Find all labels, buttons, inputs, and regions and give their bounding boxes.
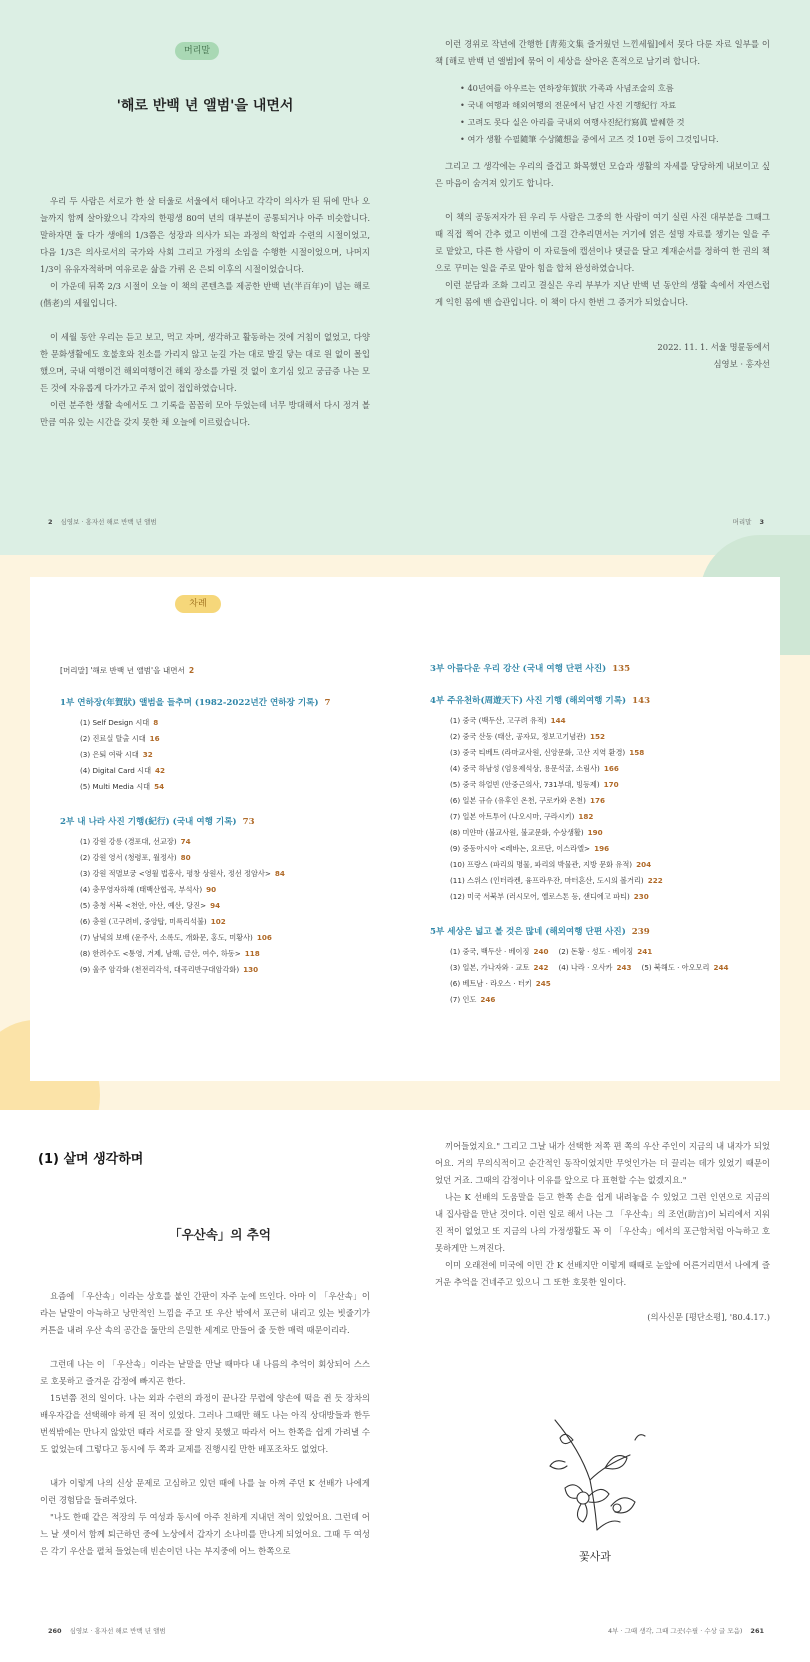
preface-right-paragraphs <box>435 158 770 311</box>
toc-entry-label: (5) 중국 하얼빈 (안중근의사, 731부대, 빙등제) <box>450 780 600 789</box>
toc-entry-label: (3) 일본, 가나자와 · 교토 <box>450 963 530 972</box>
body-paragraph: 이 세월 동안 우리는 듣고 보고, 먹고 자며, 생각하고 활동하는 것에 거침이 없었고, 다양한 문화생활에도 호불호와 친소를 가리지 않고 눈길 가는 대로 발길 닿는 대로 원 없이 몰입했으며, 국내 여행이건 해외여행이건 해외 장소를 가릴 것 없이 호기심 있고 궁금증 나는 모든 것에 자유롭게 다가가고 주저 없이 접입하였습니다. <box>40 332 370 393</box>
toc-entry-label: (6) 충원 (고구려비, 중앙탑, 미륵리석불) <box>80 917 207 926</box>
toc-entry-label: (4) Digital Card 시대 <box>80 766 152 775</box>
toc-entry-page: 246 <box>480 995 496 1004</box>
toc-entry-page: 243 <box>616 963 632 972</box>
toc-entry-label: (10) 프랑스 (파리의 명물, 파리의 박물관, 지방 문화 유적) <box>450 860 633 869</box>
toc-item[interactable] <box>60 914 430 930</box>
toc-entry-label: (5) Multi Media 시대 <box>80 782 151 791</box>
preface-right-column <box>435 36 770 373</box>
toc-right-column <box>430 634 770 1008</box>
toc-item[interactable] <box>60 779 430 795</box>
page-number: 3 <box>759 518 764 526</box>
sketch-caption: 꽃사과 <box>579 1550 611 1563</box>
body-paragraph: "나도 한때 같은 적장의 두 여성과 동시에 아주 친하게 지내던 적이 있었어요. 그런데 어느 날 셋이서 함께 퇴근하던 중에 노상에서 갑자기 소나비를 만나게 되었어요. 그때 두 여성은 각기 우산을 펼쳐 들었는데 빈손이던 나는 부지중에 어느 한쪽으로 <box>40 1512 370 1556</box>
toc-entry-label: (7) 일본 아트투어 (나오시마, 구라시키) <box>450 812 575 821</box>
footer-right <box>733 517 772 526</box>
toc-entry-page: 190 <box>587 828 603 837</box>
body-paragraph: 요즘에 「우산속」이라는 상호를 붙인 간판이 자주 눈에 뜨인다. 아마 이 「우산속」이라는 낱말이 아늑하고 낭만적인 느낌을 주고 또 우산 밖에서 포근히 내리고 있는 빗줄기가 커튼을 내려 우산 속의 공간을 둘만의 은밀한 세계로 만들어 줄 듯한 매력 때문이리라. <box>40 1291 370 1335</box>
toc-entry-page: 42 <box>155 766 166 775</box>
toc-item[interactable] <box>430 889 770 905</box>
footer-left <box>40 1626 166 1635</box>
toc-entry-label: (2) 중국 산동 (태산, 공자묘, 정보고기념관) <box>450 732 586 741</box>
toc-item[interactable] <box>60 747 430 763</box>
page-number: 260 <box>48 1627 62 1635</box>
toc-entry-page: 242 <box>533 963 549 972</box>
bullet-item: • 고려도 못다 실은 아리를 국내외 여행사진紀行寫眞 발췌한 것 <box>460 114 770 131</box>
toc-entry-label: (2) 진료실 탈출 시대 <box>80 734 146 743</box>
toc-entry-label: (3) 강원 적멸보궁 <영월 법흥사, 평창 상원사, 정선 정암사> <box>80 869 271 878</box>
toc-entry-page: 32 <box>142 750 153 759</box>
toc-entry-page: 230 <box>633 892 649 901</box>
toc-part-heading[interactable] <box>430 694 770 706</box>
toc-entry-label: (4) 충무영자하해 (태백산협곡, 부석사) <box>80 885 203 894</box>
body-paragraph: 이 책의 공동저자가 된 우리 두 사람은 그중의 한 사람이 여기 실린 사진 대부분을 그때그때 직접 찍어 간추 렸고 이번에 그걸 간추리면서는 거기에 얽은 설명 자료를 챙기는 일을 주로 맡았고, 다른 한 사람이 이 자료들에 캡션이나 댓글을 달고 계재순서를 정하여 한 권의 책으로 꾸미는 일을 주로 맡아 힘을 합쳐 완성하였습니다. <box>435 212 770 273</box>
toc-item[interactable] <box>60 882 430 898</box>
toc-item-row <box>430 992 770 1008</box>
toc-entry-page: 158 <box>629 748 645 757</box>
page-number: 261 <box>750 1627 764 1635</box>
toc-entry-page: 118 <box>244 949 260 958</box>
toc-entry-page: 7 <box>324 698 331 708</box>
toc-item[interactable] <box>60 834 430 850</box>
toc-item[interactable] <box>430 873 770 889</box>
toc-entry-label: (8) 미얀마 (불교사원, 불교문화, 수상생활) <box>450 828 584 837</box>
toc-item[interactable] <box>430 793 770 809</box>
body-paragraph: 그런데 나는 이 「우산속」이라는 낱말을 만날 때마다 내 나름의 추억이 회상되어 스스로 호못하고 즐겨운 감정에 빠지곤 한다. <box>40 1359 370 1386</box>
toc-item[interactable] <box>430 761 770 777</box>
toc-entry-label: (5) 충청 서북 <천안, 아산, 예산, 당진> <box>80 901 207 910</box>
toc-entry-page: 8 <box>153 718 159 727</box>
toc-entry-page: 84 <box>274 869 285 878</box>
footer-left <box>40 517 157 526</box>
toc-item-row <box>430 944 770 960</box>
toc-left-parts <box>60 696 430 978</box>
toc-entry-label: (7) 남녘의 보배 (운주사, 소록도, 개화문, 홍도, 미황사) <box>80 933 253 942</box>
toc-entry-label: (1) 중국, 백두산 · 베이징 <box>450 947 530 956</box>
page-number: 2 <box>48 518 53 526</box>
toc-entry-page: 2 <box>188 666 195 675</box>
toc-entry-label: 4부 주유천하(周遊天下) 사진 기행 (해외여행 기록) <box>430 696 627 706</box>
toc-entry-page: 240 <box>533 947 549 956</box>
flower-sketch-illustration <box>535 1410 655 1570</box>
preface-title: '해로 반백 년 앨범'을 내면서 <box>116 98 294 114</box>
toc-item[interactable] <box>450 960 548 976</box>
essay-left-column <box>40 1288 370 1560</box>
toc-entry-page: 176 <box>589 796 605 805</box>
body-paragraph: 내가 이렇게 나의 신상 문제로 고심하고 있던 때에 나를 늘 아껴 주던 K 선배가 나에게 이런 경험담을 들려주었다. <box>40 1478 370 1505</box>
toc-item[interactable] <box>60 930 430 946</box>
toc-entry-page: 74 <box>180 837 191 846</box>
toc-item[interactable] <box>430 745 770 761</box>
toc-item[interactable] <box>430 841 770 857</box>
toc-item[interactable] <box>642 960 729 976</box>
toc-item[interactable] <box>60 962 430 978</box>
bullet-item: • 국내 여행과 해외여행의 전문에서 남긴 사진 기행紀行 자료 <box>460 97 770 114</box>
toc-item[interactable] <box>60 850 430 866</box>
toc-entry-page: 54 <box>154 782 165 791</box>
toc-item[interactable] <box>60 715 430 731</box>
footer-section-title: 4부 · 그때 생각, 그때 그곳(수필 · 수상 글 모음) <box>607 1627 743 1635</box>
toc-entry-page: 102 <box>210 917 226 926</box>
footer-book-title: 심영보 · 홍자선 해로 반백 년 앨범 <box>69 1627 166 1635</box>
toc-entry-page: 143 <box>632 696 651 706</box>
footer-right <box>608 1626 772 1635</box>
toc-entry-page: 152 <box>589 732 605 741</box>
toc-item[interactable] <box>60 731 430 747</box>
toc-entry-label: 1부 연하장(年賀狀) 앨범을 들추며 (1982-2022년간 연하장 기록) <box>60 698 319 708</box>
body-paragraph: 나는 K 선배의 도움말을 듣고 한쪽 손을 쉽게 내려놓을 수 있었고 그런 인연으로 지금의 내 집사람을 만난 것이다. 이런 일로 해서 나는 그 「우산속」의 조언(助言)이 뇌리에서 지워진 적이 없었고 또 지금의 나의 가정생활도 꼭 이 「우산속」에서의 포근함처럼 아늑하고 호못하게만 느껴진다. <box>435 1192 770 1253</box>
section-pill: 머리말 <box>175 42 219 60</box>
body-paragraph: 이미 오래전에 미국에 이민 간 K 선배지만 이렇게 때때로 눈앞에 어른거리면서 나에게 즐거운 추억을 건네주고 있으니 그 또한 호못한 일이다. <box>435 1260 770 1287</box>
preface-date: 2022. 11. 1. 서울 명륜동에서 <box>657 342 770 352</box>
toc-entry-page: 245 <box>535 979 551 988</box>
toc-entry-label: (9) 중동아시아 <레바논, 요르단, 이스라엘> <box>450 844 591 853</box>
preface-bullet-list <box>460 80 770 148</box>
toc-entry-page: 166 <box>603 764 619 773</box>
toc-entry-page: 222 <box>647 876 663 885</box>
essay-right-paragraphs <box>435 1138 770 1291</box>
toc-entry-page: 170 <box>603 780 619 789</box>
body-paragraph: 15년쯤 전의 일이다. 나는 외과 수련의 과정이 끝나갈 무렵에 양손에 떡을 쥔 듯 장차의 배우자감을 선택해야 하게 된 적이 있었다. 그러나 그때만 해도 나는 아직 상대방들과 한두 번씩밖에는 만나지 않았던 때라 서로를 잘 알지 못했고 따라서 어느 한쪽을 쉽게 가려낼 수도 없었는데 그렇다고 동시에 두 쪽과 교제를 진행시킬 만한 배포조차도 없었다. <box>40 1393 370 1454</box>
toc-entry-page: 239 <box>631 927 650 937</box>
toc-item-row <box>430 976 770 992</box>
toc-entry-page: 182 <box>578 812 594 821</box>
toc-item[interactable] <box>450 944 548 960</box>
toc-entry-label: (2) 강원 영서 (청령포, 월정사) <box>80 853 177 862</box>
toc-entry-label: (12) 미국 서북부 (러시모어, 옐로스톤 등, 샌디에고 파티) <box>450 892 630 901</box>
toc-entry-label: (1) Self Design 시대 <box>80 718 150 727</box>
toc-right-parts <box>430 662 770 1008</box>
toc-item[interactable] <box>60 898 430 914</box>
toc-entry-page: 241 <box>637 947 653 956</box>
toc-item[interactable] <box>450 992 495 1008</box>
toc-entry-page: 16 <box>149 734 160 743</box>
paragraph-spacer <box>40 312 370 329</box>
toc-entry-label: (1) 중국 (백두산, 고구려 유적) <box>450 716 547 725</box>
toc-entry-label: (2) 돈황 · 성도 · 베이징 <box>558 947 634 956</box>
body-paragraph: 이런 분담과 조화 그리고 결실은 우리 부부가 지난 반백 년 동안의 생활 속에서 자연스럽게 익힌 몸에 밴 습관입니다. 이 책이 다시 한번 그 증거가 되었습니다. <box>435 280 770 307</box>
body-paragraph: 이런 분주한 생활 속에서도 그 기록을 꼼꼼히 모아 두었는데 너무 방대해서 다시 정겨 볼 만큼 여유 있는 시간을 갖지 못한 채 오늘에 이르렀습니다. <box>40 400 370 427</box>
toc-card <box>30 577 780 1081</box>
toc-entry-label: (9) 울주 암각화 (천전리각석, 대곡리반구대암각화) <box>80 965 240 974</box>
paragraph-spacer <box>435 192 770 209</box>
toc-entry-page: 135 <box>612 664 631 674</box>
footer-book-title: 심영보 · 홍자선 해로 반백 년 앨범 <box>60 518 157 526</box>
body-paragraph: 우리 두 사람은 서로가 한 살 터울로 서울에서 태어나고 각각이 의사가 된 뒤에 만나 오늘까지 함께 살아왔으니 각자의 한평생 80여 년의 대부분이 공통되거나 아주 비슷합니다. 말하자면 둘 다가 생애의 1/3쯤은 성장과 의사가 되는 과정의 학업과 수련의 시절이었고, 다음 1/3은 의사로서의 국가와 사회 그리고 가정의 소임을 수행한 시절이었으며, 나머지 1/3이 유유자적하며 여유로운 삶을 가뤼 온 은퇴 이후의 시절이었습니다. <box>40 196 370 274</box>
body-paragraph: 끼어들었지요." 그리고 그날 내가 선택한 저쪽 편 쪽의 우산 주인이 지금의 내 내자가 되었어요. 거의 무의식적이고 순간적인 동작이었지만 무엇인가는 더 끌리는 데가 있었기 때문이었던 거죠. 그때의 감정이나 이유를 앞으로 다 표현할 수는 없겠지요." <box>435 1141 770 1185</box>
toc-entry-label: (4) 중국 하남성 (엄용제석상, 용문석굴, 소림사) <box>450 764 600 773</box>
toc-entry-label: (3) 은퇴 여락 시대 <box>80 750 139 759</box>
toc-entry-page: 106 <box>256 933 272 942</box>
body-paragraph: 이 가운데 뒤쪽 2/3 시절이 오늘 이 책의 콘텐츠를 제공한 반백 년(半百年)이 넘는 해로(偕老)의 세월입니다. <box>40 281 370 308</box>
bullet-item: • 여가 생활 수필隨筆 수상隨想을 중에서 고즈 것 10편 등이 그것입니다. <box>460 131 770 148</box>
toc-spread <box>0 555 810 1110</box>
preface-spread <box>0 0 810 555</box>
toc-entry-label: (5) 북해도 · 아오모리 <box>641 963 710 972</box>
toc-preface-entry[interactable] <box>60 665 430 676</box>
essay-spread <box>0 1110 810 1662</box>
toc-entry-page: 130 <box>243 965 259 974</box>
bullet-item: • 40년여를 아우르는 연하장年賀狀 가족과 사념조술의 흐름 <box>460 80 770 97</box>
toc-left-column <box>60 665 430 978</box>
toc-entry-label: (6) 일본 규슈 (유후인 온천, 구로카와 온천) <box>450 796 586 805</box>
toc-item[interactable] <box>430 713 770 729</box>
essay-title: 「우산속」의 추억 <box>169 1227 271 1242</box>
section-pill: 차례 <box>175 595 221 613</box>
toc-entry-label: [머리말] '해로 반백 년 앨범'을 내면서 <box>60 666 185 675</box>
toc-item[interactable] <box>558 960 631 976</box>
toc-item-row <box>430 960 770 976</box>
toc-part-heading[interactable] <box>430 662 770 674</box>
toc-item[interactable] <box>430 825 770 841</box>
toc-entry-label: 5부 세상은 넓고 볼 것은 많네 (해외여행 단편 사진) <box>430 927 626 937</box>
paragraph-spacer <box>40 1458 370 1475</box>
toc-entry-page: 90 <box>206 885 217 894</box>
toc-item[interactable] <box>558 944 652 960</box>
toc-entry-label: 3부 아름다운 우리 강산 (국내 여행 단편 사진) <box>430 664 607 674</box>
toc-entry-page: 94 <box>210 901 221 910</box>
footer-section-title: 머리말 <box>732 518 752 526</box>
paragraph-spacer <box>40 1339 370 1356</box>
preface-left-column <box>40 193 370 431</box>
toc-part-heading[interactable] <box>430 925 770 937</box>
toc-entry-label: (1) 강원 강릉 (경포대, 선교장) <box>80 837 177 846</box>
toc-part-heading[interactable] <box>60 815 430 827</box>
toc-item[interactable] <box>430 777 770 793</box>
body-paragraph: 그리고 그 생각에는 우리의 즐겁고 화목했던 모습과 생활의 자세를 당당하게 내보이고 싶은 마음이 숨겨져 있기도 합니다. <box>435 161 770 188</box>
toc-item[interactable] <box>60 946 430 962</box>
toc-item[interactable] <box>60 866 430 882</box>
essay-right-column <box>435 1138 770 1323</box>
toc-entry-label: (7) 인도 <box>450 995 477 1004</box>
toc-entry-page: 204 <box>636 860 652 869</box>
toc-entry-label: (3) 중국 티베트 (라마교사원, 신앙문화, 고산 지역 환경) <box>450 748 626 757</box>
toc-entry-page: 80 <box>180 853 191 862</box>
essay-citation: (의사신문 [평단소평], '80.4.17.) <box>647 1312 770 1322</box>
toc-item[interactable] <box>430 729 770 745</box>
toc-item[interactable] <box>450 976 551 992</box>
toc-item[interactable] <box>430 809 770 825</box>
toc-entry-label: (6) 베트남 · 라오스 · 터키 <box>450 979 532 988</box>
preface-right-intro: 이런 경위로 작년에 간행한 [靑苑文集 즐거웠던 느낀세월]에서 못다 다룬 자료 일부를 이 책 [해로 반백 년 앨범]에 묶어 이 세상을 살아온 흔적으로 남기려 합니다. <box>435 39 770 66</box>
toc-entry-label: (8) 한려수도 <통영, 거제, 남해, 금산, 여수, 하동> <box>80 949 241 958</box>
chapter-heading: (1) 살며 생각하며 <box>38 1152 144 1167</box>
toc-entry-page: 73 <box>242 817 255 827</box>
toc-item[interactable] <box>60 763 430 779</box>
toc-entry-page: 144 <box>550 716 566 725</box>
toc-entry-page: 196 <box>594 844 610 853</box>
toc-part-heading[interactable] <box>60 696 430 708</box>
toc-item[interactable] <box>430 857 770 873</box>
toc-entry-page: 244 <box>713 963 729 972</box>
toc-entry-label: 2부 내 나라 사진 기행(紀行) (국내 여행 기록) <box>60 817 237 827</box>
preface-authors: 심영보 · 홍자선 <box>713 359 770 369</box>
toc-entry-label: (11) 스위스 (인터라켄, 융프라우잔, 마터혼산, 도시의 볼거리) <box>450 876 644 885</box>
toc-entry-label: (4) 나라 · 오사카 <box>558 963 613 972</box>
